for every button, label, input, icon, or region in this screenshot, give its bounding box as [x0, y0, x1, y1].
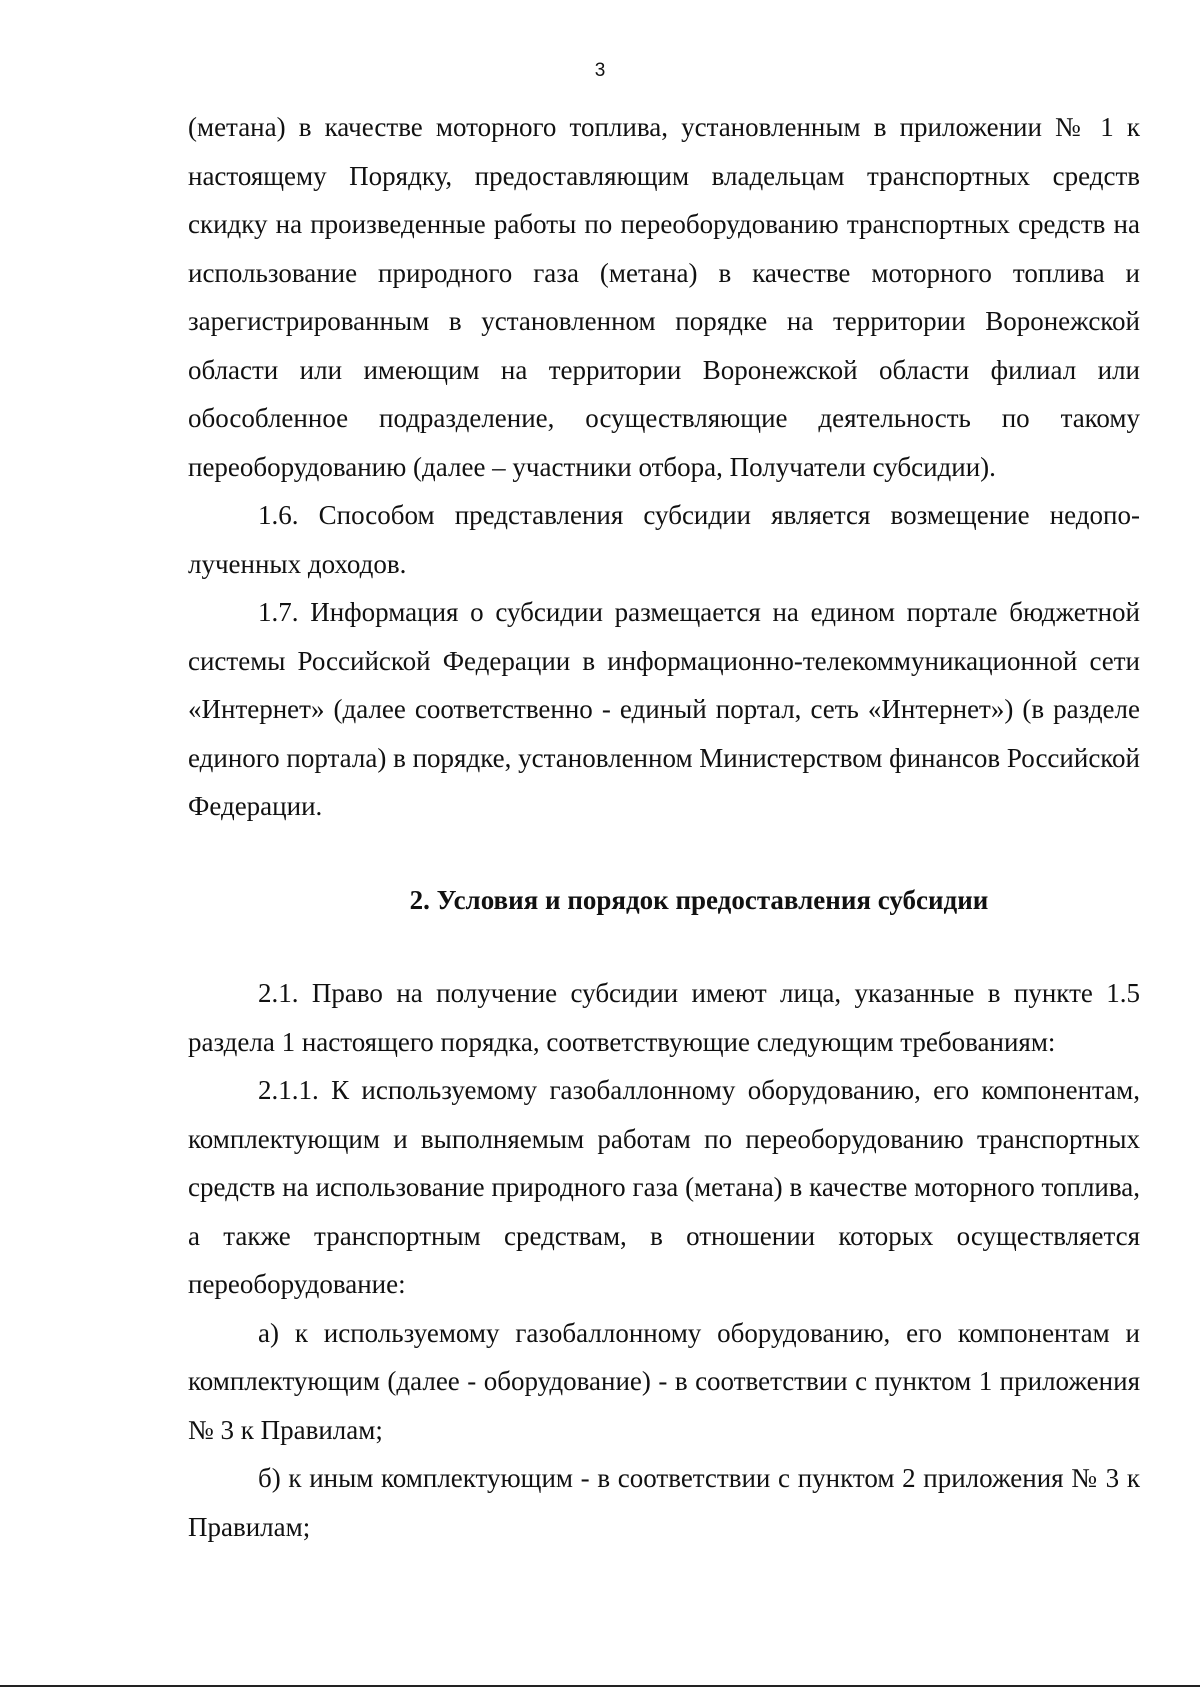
section-heading: 2. Условия и порядок предоставления субсидии — [409, 884, 989, 915]
list-item-b: б) к иным комплектующим - в соответствии с пунктом 2 приложения № 3 к Правилам; — [188, 1463, 1140, 1542]
paragraph-2-1-1: 2.1.1. К используемому газобаллонному оборудованию, его компонентам, комплектующим и выполняемым работам по переоборудованию транспортных средств на использование природного газа (метана) в качестве моторного топлива, а также транспортным средствам, в отношении которых осуществляется переоборудование: — [188, 1075, 1140, 1299]
paragraph-2-1: 2.1. Право на получение субсидии имеют лица, указанные в пункте 1.5 раздела 1 настоящего порядка, соответствующие следующим требованиям: — [188, 978, 1140, 1057]
paragraph-continuation: (метана) в качестве моторного топлива, установленным в приложении № 1 к настоящему Порядку, предоставляющим владельцам транспортных средств скидку на произведенные работы по переоборудованию транспортных средств на использование природного газа (метана) в качестве моторного топлива и зарегистрированным в установленном порядке на территории Воронежской области или имеющим на территории Воронежской области филиал или обособленное подразделение, осуществляющие деятельность по такому переоборудованию (далее – участники отбора, Получатели субсидии). — [188, 112, 1140, 482]
paragraph-1-7: 1.7. Информация о субсидии размещается на едином портале бюджетной системы Российской Федерации в информационно-телекоммуникационной сети «Интернет» (далее соответственно - единый портал, сеть «Интернет») (в разделе единого портала) в порядке, установленном Министерством финансов Российской Федерации. — [188, 597, 1140, 821]
paragraph-1-6: 1.6. Способом представления субсидии является возмещение недополученных доходов. — [188, 500, 1140, 579]
page-bottom-rule — [0, 1685, 1200, 1687]
list-item-a: а) к используемому газобаллонному оборудованию, его компонентам и комплектующим (далее - оборудование) - в соответствии с пунктом 1 приложения № 3 к Правилам; — [188, 1317, 1140, 1445]
document-body — [188, 103, 1140, 1551]
page-number: 3 — [594, 60, 606, 81]
